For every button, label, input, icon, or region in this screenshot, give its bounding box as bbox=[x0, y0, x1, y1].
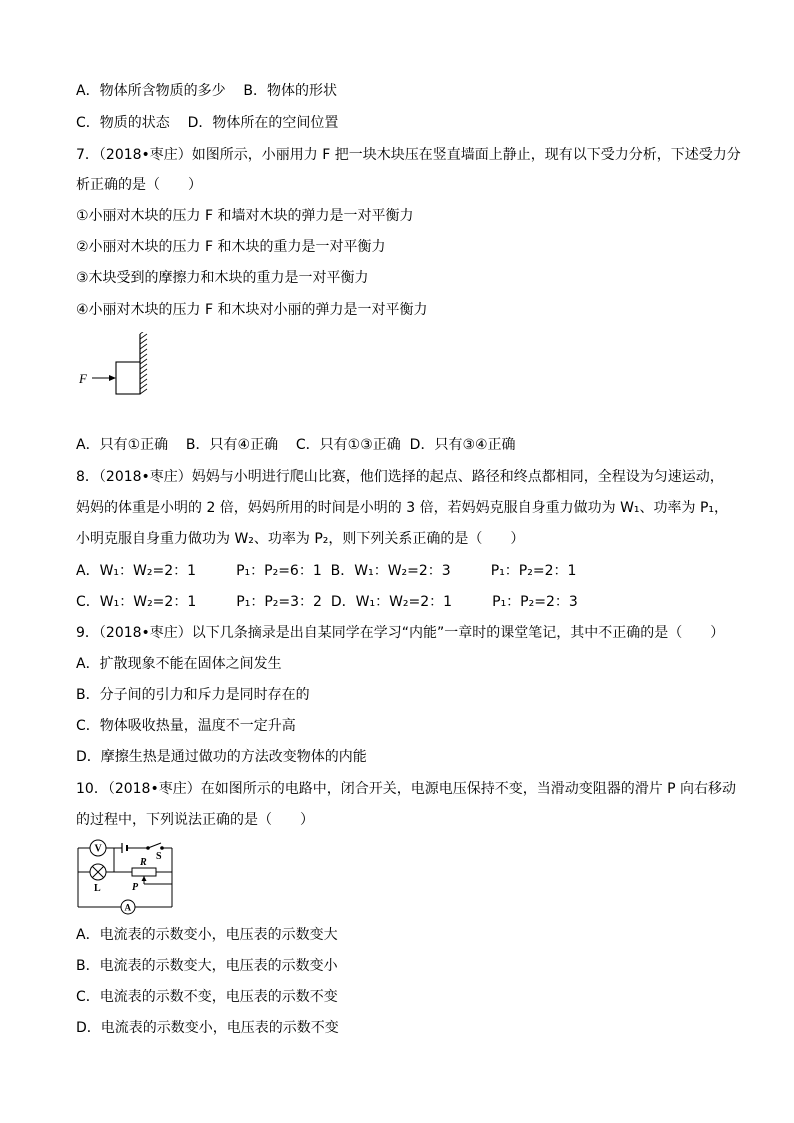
slider-label: P bbox=[132, 882, 139, 893]
q7-statement-1: ①小丽对木块的压力 F 和墙对木块的弹力是一对平衡力 bbox=[76, 208, 414, 224]
q8-stem-line-3: 小明克服自身重力做功为 W₂、功率为 P₂，则下列关系正确的是（ ） bbox=[76, 531, 525, 547]
q9-option-c: C．物体吸收热量，温度不一定升高 bbox=[76, 718, 296, 734]
ammeter-label: A bbox=[124, 902, 131, 913]
q10-option-a: A．电流表的示数变小，电压表的示数变大 bbox=[76, 927, 338, 943]
block bbox=[116, 362, 140, 394]
q7-options: A．只有①正确 B．只有④正确 C．只有①③正确 D．只有③④正确 bbox=[76, 437, 516, 453]
q7-stem-line-1: 7．（2018•枣庄）如图所示，小丽用力 F 把一块木块压在竖直墙面上静止，现有以下受力分析，下述受力分 bbox=[76, 147, 741, 163]
resistor-symbol bbox=[132, 868, 156, 876]
q10-option-b: B．电流表的示数变大，电压表的示数变小 bbox=[76, 958, 338, 974]
q9-option-b: B．分子间的引力和斥力是同时存在的 bbox=[76, 687, 310, 703]
q7-wall-block-figure bbox=[76, 332, 156, 398]
force-label: F bbox=[79, 371, 87, 386]
q8-options-line-1: A．W₁：W₂=2：1 P₁：P₂=6：1 B．W₁：W₂=2：3 P₁：P₂=2：1 bbox=[76, 563, 577, 579]
q6-options-line-2: C．物质的状态 D．物体所在的空间位置 bbox=[76, 115, 339, 131]
q10-circuit-diagram bbox=[74, 838, 180, 918]
wall bbox=[140, 332, 147, 394]
switch-label: S bbox=[156, 851, 162, 862]
q8-stem-line-1: 8．（2018•枣庄）妈妈与小明进行爬山比赛，他们选择的起点、路径和终点都相同，全程设为匀速运动， bbox=[76, 469, 724, 485]
q7-stem-line-2: 析正确的是（ ） bbox=[76, 177, 202, 193]
q7-statement-4: ④小丽对木块的压力 F 和木块对小丽的弹力是一对平衡力 bbox=[76, 302, 428, 318]
q8-options-line-2: C．W₁：W₂=2：1 P₁：P₂=3：2 D．W₁：W₂=2：1 P₁：P₂=2：3 bbox=[76, 594, 578, 610]
q9-option-d: D．摩擦生热是通过做功的方法改变物体的内能 bbox=[76, 749, 367, 765]
q9-option-a: A．扩散现象不能在固体之间发生 bbox=[76, 656, 282, 672]
q10-stem-line-2: 的过程中，下列说法正确的是（ ） bbox=[76, 812, 314, 828]
q7-statement-3: ③木块受到的摩擦力和木块的重力是一对平衡力 bbox=[76, 270, 369, 286]
q6-options-line-1: A．物体所含物质的多少 B．物体的形状 bbox=[76, 83, 337, 99]
q10-stem-line-1: 10．（2018•枣庄）在如图所示的电路中，闭合开关，电源电压保持不变，当滑动变阻器的滑片 P 向右移动 bbox=[76, 781, 737, 797]
q8-stem-line-2: 妈妈的体重是小明的 2 倍，妈妈所用的时间是小明的 3 倍，若妈妈克服自身重力做功为 W₁、功率为 P₁， bbox=[76, 500, 729, 516]
q10-option-c: C．电流表的示数不变，电压表的示数不变 bbox=[76, 989, 338, 1005]
voltmeter-label: V bbox=[94, 843, 102, 855]
force-arrow-head bbox=[109, 375, 116, 381]
q10-option-d: D．电流表的示数变小，电压表的示数不变 bbox=[76, 1020, 339, 1036]
resistor-label: R bbox=[140, 857, 147, 868]
q7-statement-2: ②小丽对木块的压力 F 和木块的重力是一对平衡力 bbox=[76, 239, 386, 255]
lamp-label: L bbox=[94, 883, 101, 894]
q9-stem: 9．（2018•枣庄）以下几条摘录是出自某同学在学习“内能”一章时的课堂笔记，其中不正确的是（ ） bbox=[76, 625, 725, 641]
